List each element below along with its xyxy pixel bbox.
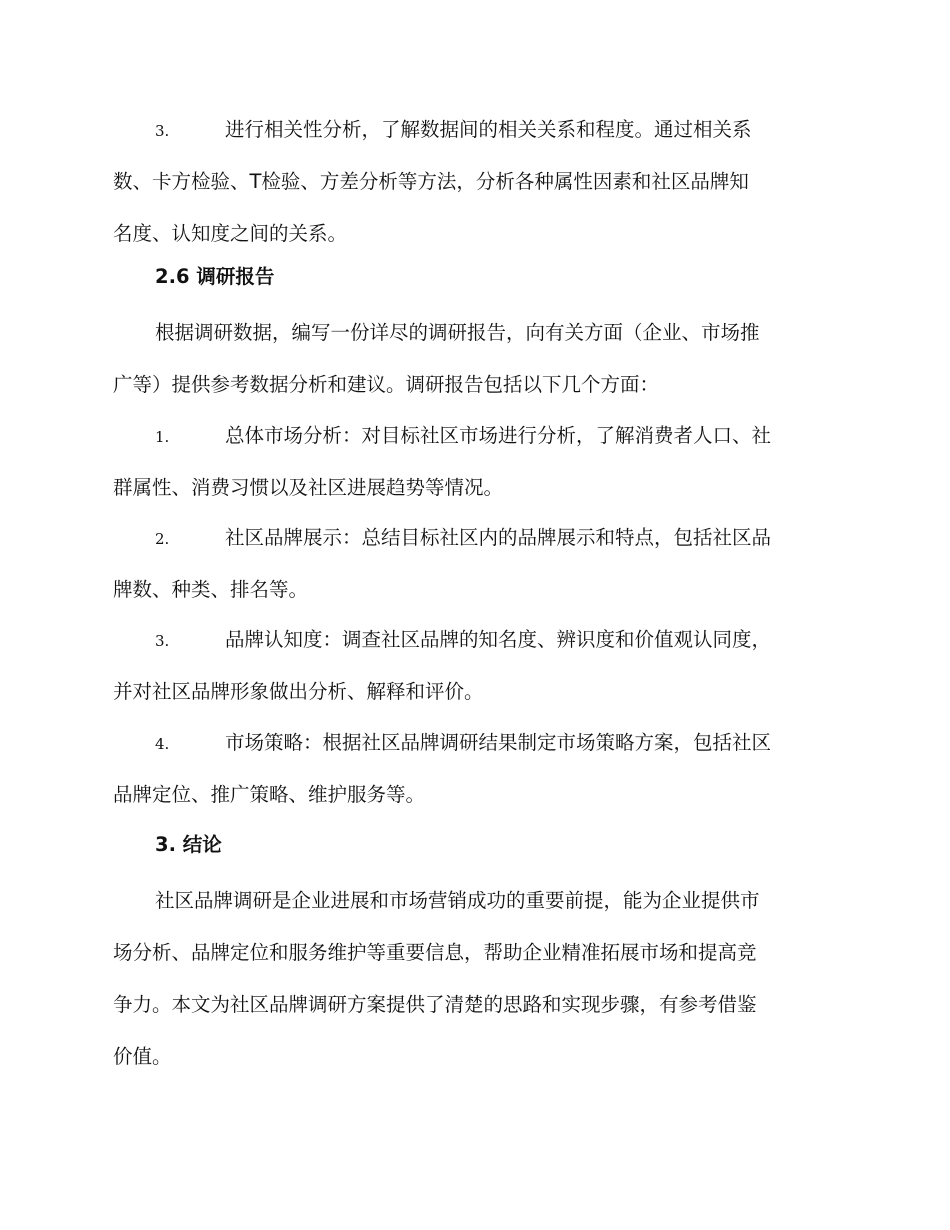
list-item-market-strategy — [113, 717, 833, 821]
list-text: 名度、认知度之间的关系。 — [113, 222, 348, 245]
list-text: 进行相关性分析，了解数据间的相关关系和程度。通过相关系 — [225, 118, 752, 141]
paragraph-text: 场分析、品牌定位和服务维护等重要信息，帮助企业精准拓展市场和提高竞 — [113, 941, 757, 964]
list-item-correlation — [113, 104, 833, 260]
list-number: 3. — [155, 122, 170, 140]
section-heading-conclusion: 3. 结论 — [155, 833, 222, 856]
list-item-brand-awareness — [113, 614, 833, 718]
paragraph-report-intro — [113, 307, 833, 411]
list-number: 1. — [155, 428, 170, 446]
list-number: 2. — [155, 530, 170, 548]
list-text: 群属性、消费习惯以及社区进展趋势等情况。 — [113, 476, 504, 499]
list-text: 品牌认知度：调查社区品牌的知名度、辨识度和价值观认同度， — [225, 628, 772, 651]
paragraph-text: 广等）提供参考数据分析和建议。调研报告包括以下几个方面： — [113, 373, 660, 396]
list-number: 4. — [155, 735, 170, 753]
list-text: 社区品牌展示：总结目标社区内的品牌展示和特点，包括社区品 — [225, 526, 772, 549]
list-text: 市场策略：根据社区品牌调研结果制定市场策略方案，包括社区 — [225, 731, 772, 754]
list-number: 3. — [155, 632, 170, 650]
paragraph-text: 争力。本文为社区品牌调研方案提供了清楚的思路和实现步骤，有参考借鉴 — [113, 993, 757, 1016]
paragraph-conclusion — [113, 875, 833, 1083]
paragraph-text: 社区品牌调研是企业进展和市场营销成功的重要前提，能为企业提供市 — [155, 889, 760, 912]
list-text: 数、卡方检验、T检验、方差分析等方法，分析各种属性因素和社区品牌知 — [113, 170, 749, 193]
list-text: 牌数、种类、排名等。 — [113, 578, 309, 601]
section-heading-research-report: 2.6 调研报告 — [155, 265, 275, 288]
list-item-brand-display — [113, 512, 833, 616]
list-text: 总体市场分析：对目标社区市场进行分析，了解消费者人口、社 — [225, 424, 772, 447]
paragraph-text: 价值。 — [113, 1045, 172, 1068]
list-item-market-analysis — [113, 410, 833, 514]
list-text: 并对社区品牌形象做出分析、解释和评价。 — [113, 680, 484, 703]
paragraph-text: 根据调研数据，编写一份详尽的调研报告，向有关方面（企业、市场推 — [155, 321, 760, 344]
list-text: 品牌定位、推广策略、维护服务等。 — [113, 783, 426, 806]
